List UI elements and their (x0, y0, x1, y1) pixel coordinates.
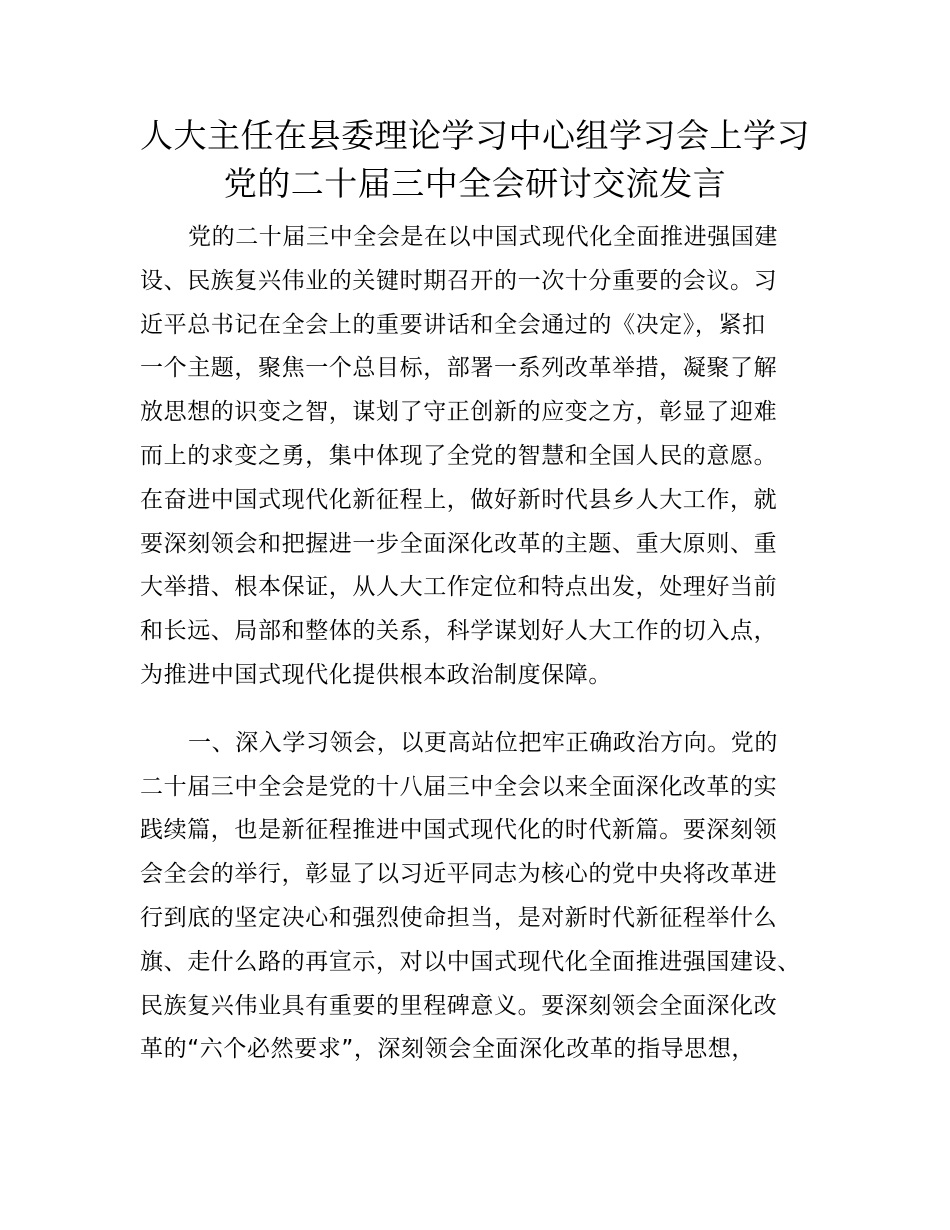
title-line-2: 党的二十届三中全会研讨交流发言 (223, 164, 727, 203)
paragraph-line: 为推进中国式现代化提供根本政治制度保障。 (140, 661, 612, 688)
paragraph-line: 在奋进中国式现代化新征程上，做好新时代县乡人大工作，就 (140, 486, 778, 513)
paragraph-section-one (140, 722, 840, 1072)
paragraph-line: 和长远、局部和整体的关系，科学谋划好人大工作的切入点， (140, 618, 778, 645)
paragraph-line: 党的二十届三中全会是在以中国式现代化全面推进强国建 (188, 224, 778, 250)
paragraph-line: 革的“六个必然要求”，深刻领会全面深化改革的指导思想， (140, 1036, 756, 1063)
paragraph-line: 二十届三中全会是党的十八届三中全会以来全面深化改革的实 (140, 773, 778, 800)
paragraph-line: 会全会的举行，彰显了以习近平同志为核心的党中央将改革进 (140, 861, 778, 888)
paragraph-line: 设、民族复兴伟业的关键时期召开的一次十分重要的会议。习 (140, 267, 778, 294)
paragraph-line: 近平总书记在全会上的重要讲话和全会通过的《决定》，紧扣 (140, 311, 766, 338)
paragraph-line: 旗、走什么路的再宣示，对以中国式现代化全面推进强国建设、 (140, 948, 801, 975)
paragraph-line: 而上的求变之勇，集中体现了全党的智慧和全国人民的意愿。 (140, 442, 778, 469)
paragraph-line: 行到底的坚定决心和强烈使命担当，是对新时代新征程举什么 (140, 904, 778, 931)
document-title (0, 112, 950, 208)
title-line-1: 人大主任在县委理论学习中心组学习会上学习 (140, 116, 810, 155)
paragraph-line: 一、深入学习领会，以更高站位把牢正确政治方向。党的 (188, 729, 778, 756)
paragraph-line: 放思想的识变之智，谋划了守正创新的应变之方，彰显了迎难 (140, 399, 778, 426)
document-body (140, 216, 840, 1072)
paragraph-line: 大举措、根本保证，从人大工作定位和特点出发，处理好当前 (140, 574, 778, 601)
paragraph-spacer (140, 698, 840, 722)
paragraph-line: 一个主题，聚焦一个总目标，部署一系列改革举措，凝聚了解 (140, 355, 778, 382)
paragraph-line: 践续篇，也是新征程推进中国式现代化的时代新篇。要深刻领 (140, 817, 778, 844)
paragraph-line: 要深刻领会和把握进一步全面深化改革的主题、重大原则、重 (140, 530, 778, 557)
paragraph-intro (140, 216, 840, 698)
paragraph-line: 民族复兴伟业具有重要的里程碑意义。要深刻领会全面深化改 (140, 992, 778, 1019)
